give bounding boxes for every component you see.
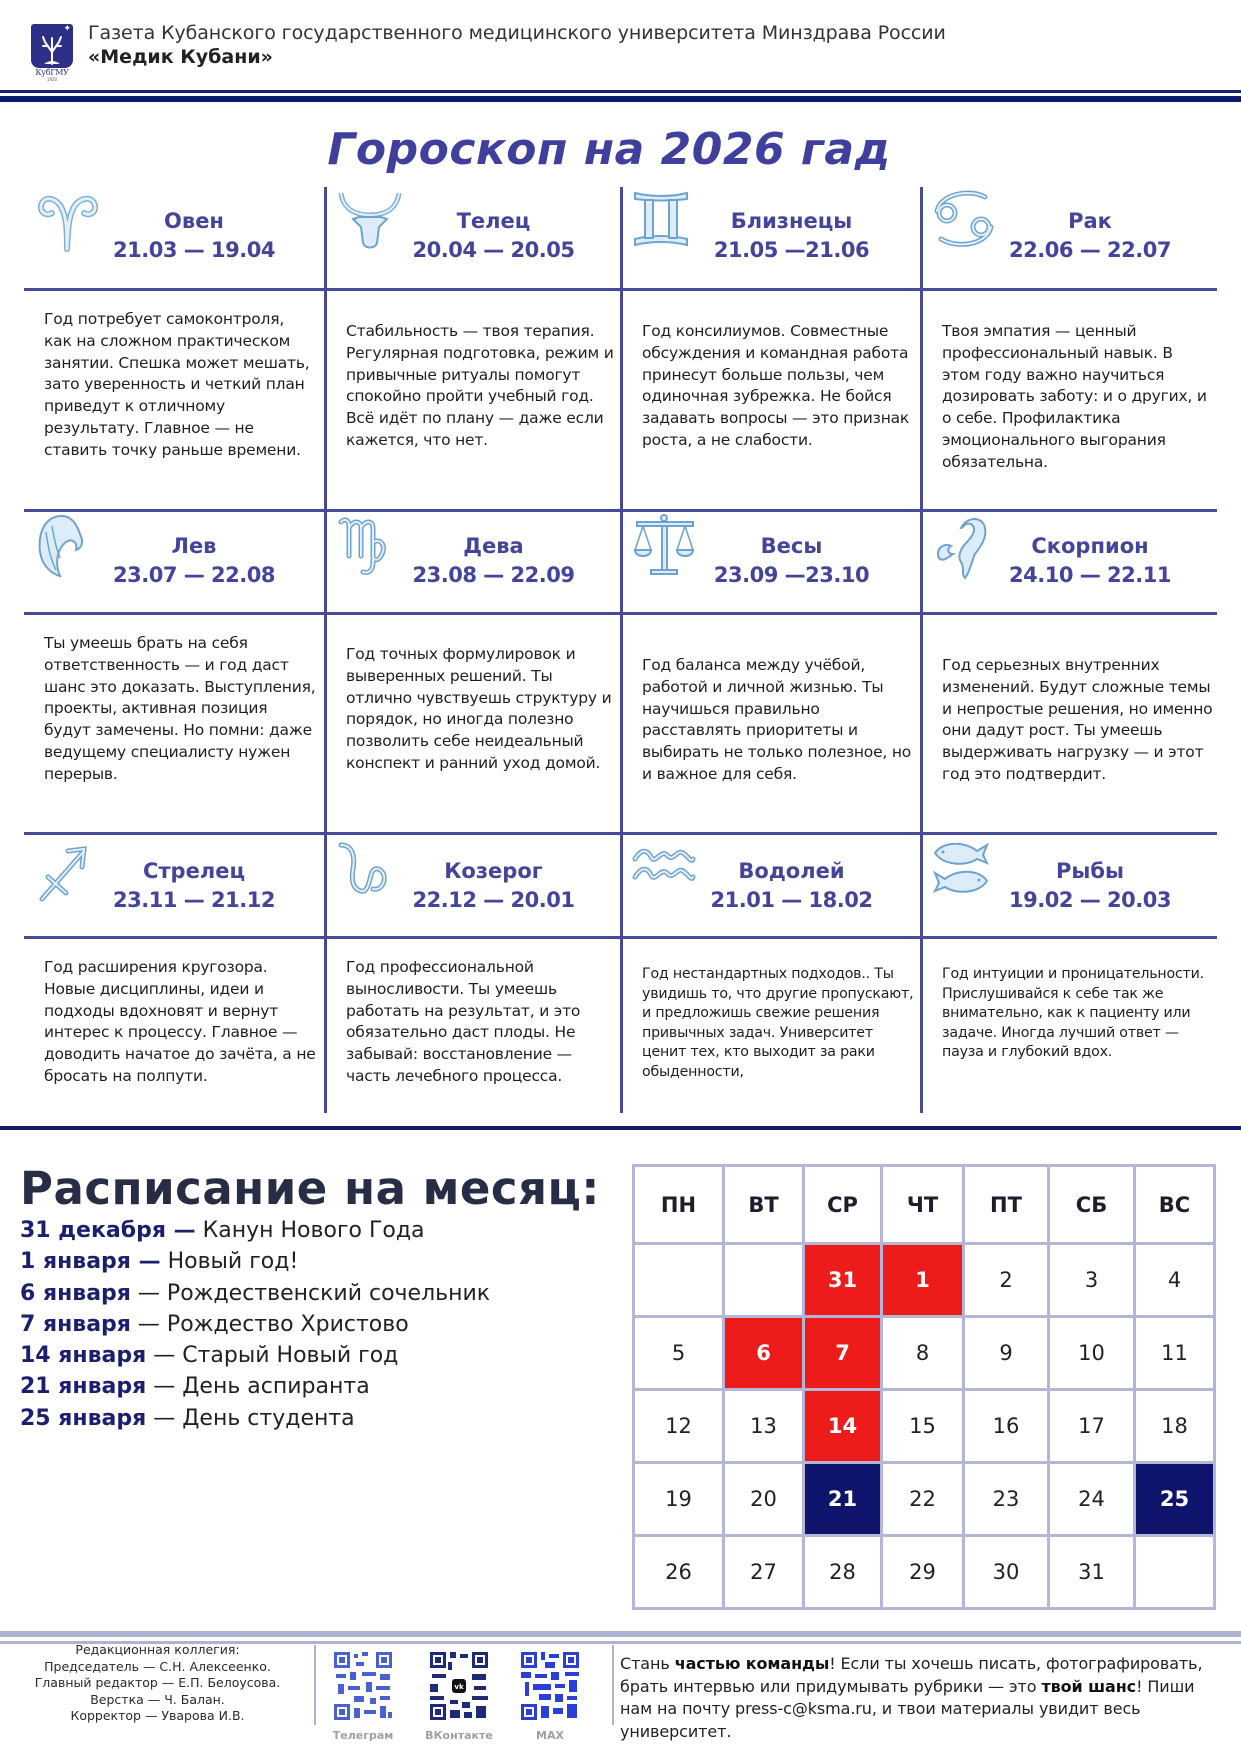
weekday-header: СБ xyxy=(1049,1166,1135,1244)
newspaper-name: «Медик Кубани» xyxy=(88,46,273,68)
calendar-day-cell: 31 xyxy=(1049,1536,1135,1609)
max-qr-icon xyxy=(519,1650,581,1722)
max-qr-label: MAX xyxy=(536,1729,564,1742)
grid-divider xyxy=(24,288,1217,291)
calendar-day-cell: 15 xyxy=(882,1390,964,1463)
calendar-day-cell: 30 xyxy=(964,1536,1049,1609)
sign-text-capricorn: Год профессиональной выносливости. Ты умеешь работать на результат, и это обязательно даст плоды. Не забывай: восстановление — часть лечебного процесса. xyxy=(346,958,581,1085)
calendar-day-cell: 27 xyxy=(724,1536,804,1609)
sign-card-libra: Весы 23.09 —23.10 xyxy=(623,512,920,612)
grid-divider xyxy=(324,187,327,1113)
grid-divider xyxy=(24,832,1217,835)
calendar-day-cell: 16 xyxy=(964,1390,1049,1463)
schedule-item: 14 января — Старый Новый год xyxy=(20,1343,399,1369)
calendar-week-row xyxy=(634,1244,1215,1317)
footer-divider xyxy=(0,1631,1241,1637)
sign-card-virgo: Дева 23.08 — 22.09 xyxy=(327,512,620,612)
calendar-day-cell: 19 xyxy=(634,1463,724,1536)
sign-card-scorpio: Скорпион 24.10 — 22.11 xyxy=(923,512,1217,612)
schedule-item: 25 января — День студента xyxy=(20,1405,355,1431)
newspaper-subtitle: Газета Кубанского государственного медицинского университета Минздрава России xyxy=(88,22,946,44)
calendar-empty-cell xyxy=(724,1244,804,1317)
calendar-day-cell: 10 xyxy=(1049,1317,1135,1390)
grid-divider xyxy=(620,187,623,1113)
footer-separator xyxy=(612,1645,614,1725)
schedule-item: 7 января — Рождество Христово xyxy=(20,1311,409,1337)
calendar-day-cell: 18 xyxy=(1135,1390,1215,1463)
sign-card-aries: Овен 21.03 — 19.04 xyxy=(24,187,324,287)
calendar-day-cell: 4 xyxy=(1135,1244,1215,1317)
calendar-day-cell: 6 xyxy=(724,1317,804,1390)
sign-card-taurus: Телец 20.04 — 20.05 xyxy=(327,187,620,287)
horoscope-grid xyxy=(24,187,1217,1113)
month-calendar xyxy=(632,1164,1216,1610)
grid-divider xyxy=(24,612,1217,615)
schedule-item: 31 декабря — Канун Нового Года xyxy=(20,1218,425,1243)
calendar-day-cell: 1 xyxy=(882,1244,964,1317)
calendar-day-cell: 9 xyxy=(964,1317,1049,1390)
sign-text-gemini: Год консилиумов. Совместные обсуждения и командная работа принесут больше пользы, чем одиночная зубрежка. Не бойся задавать вопросы — это признак роста, а не слабости. xyxy=(642,322,910,449)
calendar-day-cell: 11 xyxy=(1135,1317,1215,1390)
calendar-day-cell: 5 xyxy=(634,1317,724,1390)
telegram-qr-icon xyxy=(332,1650,394,1722)
header-divider-thick xyxy=(0,96,1241,102)
calendar-day-cell: 22 xyxy=(882,1463,964,1536)
grid-divider xyxy=(920,187,923,1113)
calendar-empty-cell xyxy=(634,1244,724,1317)
calendar-day-cell: 14 xyxy=(804,1390,882,1463)
calendar-day-cell: 20 xyxy=(724,1463,804,1536)
telegram-qr-label: Телеграм xyxy=(332,1729,394,1742)
university-logo: ✦ КубГМУ 1920 xyxy=(31,24,73,82)
calendar-week-row xyxy=(634,1536,1215,1609)
calendar-day-cell: 2 xyxy=(964,1244,1049,1317)
schedule-item: 1 января — Новый год! xyxy=(20,1249,299,1275)
sign-text-scorpio: Год серьезных внутренних изменений. Будут сложные темы и непростые решения, но именно они дадут рост. Ты умеешь выдерживать нагрузку — и этот год это подтвердит. xyxy=(942,656,1213,783)
vk-qr-icon xyxy=(428,1650,490,1722)
weekday-header: ЧТ xyxy=(882,1166,964,1244)
calendar-day-cell: 21 xyxy=(804,1463,882,1536)
weekday-header: ПТ xyxy=(964,1166,1049,1244)
schedule-item: 21 января — День аспиранта xyxy=(20,1374,370,1400)
calendar-week-row xyxy=(634,1317,1215,1390)
section-divider xyxy=(0,1126,1241,1130)
calendar-day-cell: 29 xyxy=(882,1536,964,1609)
calendar-day-cell: 23 xyxy=(964,1463,1049,1536)
header-divider xyxy=(0,90,1241,93)
schedule-list xyxy=(20,1215,490,1434)
telegram-qr-code[interactable] xyxy=(332,1650,394,1722)
weekday-header: ПН xyxy=(634,1166,724,1244)
logo-book-icon: ✦ xyxy=(31,24,73,68)
calendar-week-row xyxy=(634,1463,1215,1536)
sign-text-leo: Ты умеешь брать на себя ответственность — и год даст шанс это доказать. Выступления, проекты, активная позиция будут замечены. Но помни: даже ведущему специалисту нужен перерыв. xyxy=(44,634,316,783)
sign-text-aries: Год потребует самоконтроля, как на сложном практическом занятии. Спешка может мешать, зато уверенность и четкий план приведут к отличному результату. Главное — не ставить точку раньше времени. xyxy=(44,310,310,459)
calendar-day-cell: 7 xyxy=(804,1317,882,1390)
sign-text-virgo: Год точных формулировок и выверенных решений. Ты отлично чувствуешь структуру и порядок, но иногда полезно позволить себе неидеальный конспект и ранний уход домой. xyxy=(346,645,612,772)
calendar-day-cell: 8 xyxy=(882,1317,964,1390)
calendar-day-cell: 24 xyxy=(1049,1463,1135,1536)
sign-card-capricorn: Козерог 22.12 — 20.01 xyxy=(327,837,620,937)
calendar-weekday-row xyxy=(634,1166,1215,1244)
sign-text-taurus: Стабильность — твоя терапия. Регулярная подготовка, режим и привычные ритуалы помогут спокойно пройти учебный год. Всё идёт по плану — даже если кажется, что нет. xyxy=(346,322,614,449)
sign-card-aquarius: Водолей 21.01 — 18.02 xyxy=(623,837,920,937)
editorial-board: Редакционная коллегия: Председатель — С.Н. Алексеенко. Главный редактор — Е.П. Белоусова. Верстка — Ч. Балан. Корректор — Уварова И.В. xyxy=(34,1642,281,1724)
calendar-day-cell: 26 xyxy=(634,1536,724,1609)
weekday-header: СР xyxy=(804,1166,882,1244)
schedule-title: Расписание на месяц: xyxy=(20,1162,600,1215)
join-team-callout: Стань частью команды! Если ты хочешь писать, фотографировать, брать интервью или придумывать рубрики — это твой шанс! Пиши нам на почту press-c@ksma.ru, и твои материалы увидит весь университет. xyxy=(620,1654,1203,1741)
horoscope-title: Гороскоп на 2026 гад xyxy=(327,124,891,175)
calendar-week-row xyxy=(634,1390,1215,1463)
sign-card-pisces: Рыбы 19.02 — 20.03 xyxy=(923,837,1217,937)
calendar-empty-cell xyxy=(1135,1536,1215,1609)
sign-text-aquarius: Год нестандартных подходов.. Ты увидишь то, что другие пропускают, и предложишь свежие решения привычных задач. Университет ценит тех, кто выходит за раки обыденности, xyxy=(642,966,914,1080)
masthead xyxy=(0,0,1241,100)
calendar-day-cell: 25 xyxy=(1135,1463,1215,1536)
sign-card-cancer: Рак 22.06 — 22.07 xyxy=(923,187,1217,287)
weekday-header: ВС xyxy=(1135,1166,1215,1244)
svg-text:vk: vk xyxy=(454,1683,464,1691)
max-qr-code[interactable] xyxy=(519,1650,581,1722)
vk-qr-label: ВКонтакте xyxy=(425,1729,493,1742)
calendar-day-cell: 3 xyxy=(1049,1244,1135,1317)
sign-card-gemini: Близнецы 21.05 —21.06 xyxy=(623,187,920,287)
sign-text-libra: Год баланса между учёбой, работой и личной жизнью. Ты научишься правильно расставлять приоритеты и выбирать не только полезное, но и важное для себя. xyxy=(642,656,912,783)
calendar-day-cell: 17 xyxy=(1049,1390,1135,1463)
calendar-day-cell: 28 xyxy=(804,1536,882,1609)
footer-separator xyxy=(314,1645,316,1725)
vk-qr-code[interactable] xyxy=(428,1650,490,1722)
tree-icon xyxy=(39,32,65,66)
weekday-header: ВТ xyxy=(724,1166,804,1244)
sign-card-leo: Лев 23.07 — 22.08 xyxy=(24,512,324,612)
calendar-day-cell: 31 xyxy=(804,1244,882,1317)
schedule-item: 6 января — Рождественский сочельник xyxy=(20,1280,491,1306)
calendar-day-cell: 13 xyxy=(724,1390,804,1463)
sign-text-cancer: Твоя эмпатия — ценный профессиональный навык. В этом году важно научиться дозировать заботу: и о других, и о себе. Профилактика эмоционального выгорания обязательна. xyxy=(942,322,1207,471)
calendar-day-cell: 12 xyxy=(634,1390,724,1463)
sign-text-pisces: Год интуиции и проницательности. Прислушивайся к себе так же внимательно, как к пациенту или задаче. Иногда лучший ответ — пауза и глубокий вдох. xyxy=(942,966,1204,1061)
sign-card-sagittarius: Стрелец 23.11 — 21.12 xyxy=(24,837,324,937)
sign-text-sagittarius: Год расширения кругозора. Новые дисциплины, идеи и подходы вдохновят и вернут интерес к процессу. Главное — доводить начатое до зачёта, а не бросать на полпути. xyxy=(44,958,316,1085)
